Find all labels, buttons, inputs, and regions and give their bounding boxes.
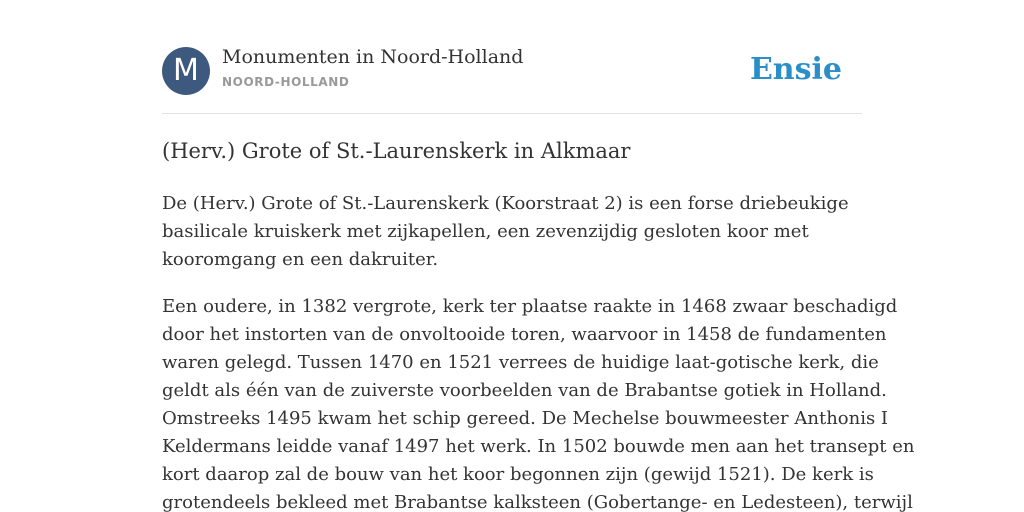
article-body [162,190,915,512]
paragraph-line: waren gelegd. Tussen 1470 en 1521 verrees de huidige laat-gotische kerk, die [162,352,879,373]
avatar[interactable]: M [162,47,210,95]
paragraph-line: De (Herv.) Grote of St.-Laurenskerk (Koorstraat 2) is een forse driebeukige [162,193,849,214]
paragraph-line: Een oudere, in 1382 vergrote, kerk ter plaatse raakte in 1468 zwaar beschadigd [162,296,898,317]
collection-subtitle[interactable]: NOORD-HOLLAND [222,75,350,89]
paragraph-line: kooromgang en een dakruiter. [162,249,439,270]
paragraph-line: Keldermans leidde vanaf 1497 het werk. In 1502 bouwde men aan het transept en [162,436,915,457]
paragraph-line: grotendeels bekleed met Brabantse kalksteen (Gobertange- en Ledesteen), terwijl [162,492,913,512]
collection-header [162,46,862,96]
header-divider [162,113,862,114]
collection-title[interactable]: Monumenten in Noord-Holland [222,46,524,68]
paragraph-line: Omstreeks 1495 kwam het schip gereed. De Mechelse bouwmeester Anthonis I [162,408,889,429]
paragraph-line: geldt als één van de zuiverste voorbeelden van de Brabantse gotiek in Holland. [162,380,887,401]
paragraph-line: basilicale kruiskerk met zijkapellen, een zevenzijdig gesloten koor met [162,221,809,242]
paragraph-line: kort daarop zal de bouw van het koor begonnen zijn (gewijd 1521). De kerk is [162,464,874,485]
ensie-logo[interactable]: Ensie [749,52,842,87]
paragraph-2 [162,293,915,512]
article-title: (Herv.) Grote of St.-Laurenskerk in Alkmaar [162,139,631,163]
paragraph-line: door het instorten van de onvoltooide toren, waarvoor in 1458 de fundamenten [162,324,887,345]
paragraph-1 [162,190,862,274]
